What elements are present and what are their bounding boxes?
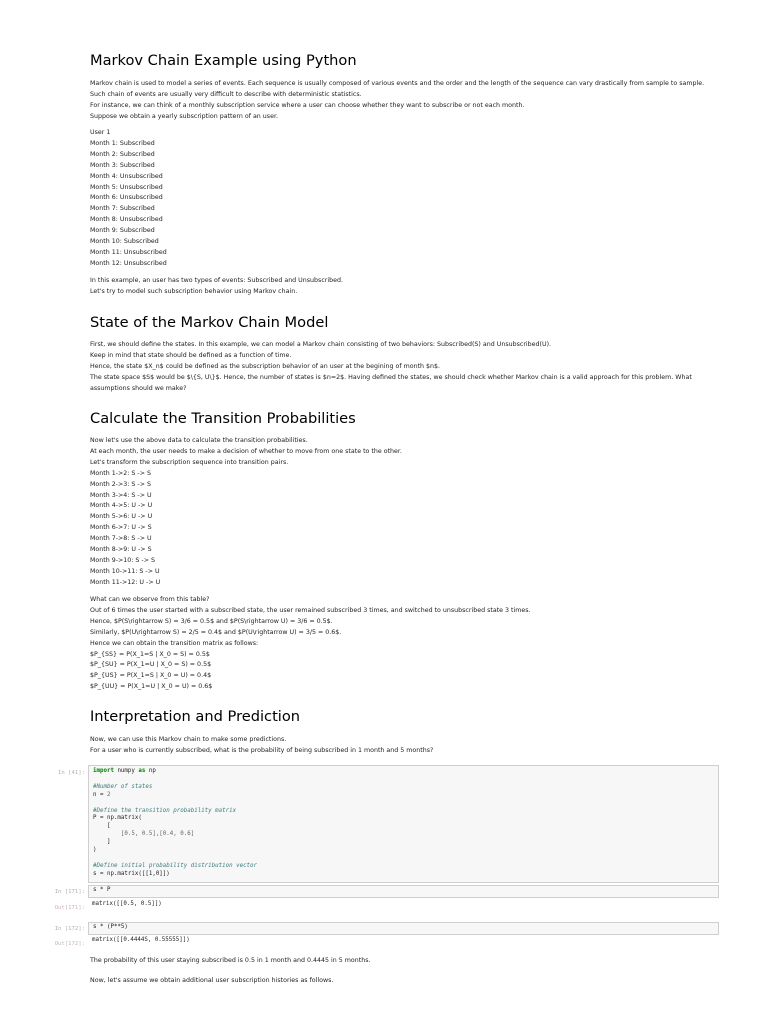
list-item: Month 3: Subscribed	[90, 161, 155, 169]
paragraph-line: Let's transform the subscription sequence into transition pairs.	[90, 458, 289, 466]
transition-pair: Month 5->6: U -> U	[90, 513, 153, 521]
user-pattern-list	[90, 128, 730, 270]
transition-pair: Month 11->12: U -> U	[90, 578, 161, 586]
matrix-entry: $P_{UU} = P(X_1=U | X_0 = U) = 0.6$	[90, 683, 213, 691]
input-prompt: In [41]:	[58, 770, 85, 776]
list-item: Month 9: Subscribed	[90, 227, 155, 235]
paragraph-line: At each month, the user needs to make a decision of whether to move from one state to the other.	[90, 447, 402, 455]
note-line: Let's try to model such subscription behavior using Markov chain.	[90, 287, 298, 295]
example-note	[90, 276, 730, 298]
output-prompt: Out[172]:	[54, 941, 85, 947]
transition-pair: Month 7->8: S -> U	[90, 535, 152, 543]
cell-output: matrix([[0.5, 0.5]])	[92, 901, 162, 907]
paragraph-line: Similarly, $P(U\rightarrow S) = 2/5 = 0.4$ and $P(U\rightarrow U) = 3/5 = 0.6$.	[90, 628, 342, 636]
intro-block	[90, 79, 730, 123]
section-heading: Calculate the Transition Probabilities	[90, 410, 356, 427]
paragraph-line: The probability of this user staying subscribed is 0.5 in 1 month and 0.4445 in 5 months.	[90, 957, 371, 964]
paragraph-line: Now, let's assume we obtain additional user subscription histories as follows.	[90, 977, 334, 984]
list-item: Month 7: Subscribed	[90, 205, 155, 213]
paragraph-line: Now, we can use this Markov chain to make some predictions.	[90, 736, 287, 743]
list-item: Month 2: Subscribed	[90, 150, 155, 158]
section-transition-body	[90, 436, 730, 589]
transition-pair: Month 1->2: S -> S	[90, 469, 151, 477]
output-prompt: Out[171]:	[54, 905, 85, 911]
code-token: import	[93, 768, 114, 774]
list-item: Month 6: Unsubscribed	[90, 194, 163, 202]
list-item: Month 10: Subscribed	[90, 238, 159, 246]
matrix-entry: $P_{US} = P(X_1=S | X_0 = U) = 0.4$	[90, 672, 212, 680]
code-token: ]	[93, 839, 111, 846]
code-cell-3[interactable]	[88, 922, 719, 935]
transition-pair: Month 10->11: S -> U	[90, 567, 160, 575]
code-cell-2[interactable]	[88, 885, 719, 898]
code-token: np	[145, 768, 156, 774]
code-editor[interactable]: s * (P**5)	[93, 924, 128, 930]
code-token: s = np.matrix([[1,0]])	[93, 870, 170, 877]
next-block	[90, 976, 730, 987]
paragraph-line: Out of 6 times the user started with a subscribed state, the user remained subscribed 3 times, and switched to unsubscribed state 3 times.	[90, 606, 531, 614]
result-block	[90, 956, 730, 967]
section-interp-body	[90, 735, 730, 757]
matrix-entry: $P_{SS} = P(X_1=S | X_0 = S) = 0.5$	[90, 650, 210, 658]
list-item: Month 5: Unsubscribed	[90, 183, 163, 191]
paragraph-line: Now let's use the above data to calculate the transition probabilities.	[90, 437, 308, 444]
code-number: [0.5, 0.5],[0.4, 0.6]	[93, 831, 195, 838]
transition-pair: Month 6->7: U -> S	[90, 524, 152, 532]
section-transition	[90, 410, 730, 428]
paragraph-line: Keep in mind that state should be defined as a function of time.	[90, 351, 292, 359]
section-heading: Interpretation and Prediction	[90, 708, 301, 725]
code-token: )	[93, 847, 97, 854]
matrix-entry: $P_{SU} = P(X_1=U | X_0 = S) = 0.5$	[90, 661, 212, 669]
intro-line: Suppose we obtain a yearly subscription pattern of an user.	[90, 112, 278, 120]
paragraph-line: Hence, $P(S\rightarrow S) = 3/6 = 0.5$ and $P(S\rightarrow U) = 3/6 = 0.5$.	[90, 617, 333, 625]
paragraph-line: Hence, the state $X_n$ could be defined as the subscription behavior of an user at the begining of month $n$.	[90, 362, 441, 370]
code-number: 2	[106, 791, 111, 798]
input-prompt: In [172]:	[54, 926, 85, 932]
paragraph-line: assumptions should we make?	[90, 384, 187, 392]
code-token: numpy	[113, 768, 139, 774]
section-state	[90, 314, 730, 332]
title-block	[90, 52, 730, 70]
transition-pair: Month 8->9: U -> S	[90, 546, 152, 554]
section-interp	[90, 708, 730, 726]
intro-line: Markov chain is used to model a series of events. Each sequence is usually composed of various events and the order and the length of the sequence can vary drastically from sample to sample.	[90, 80, 705, 87]
code-cell-1[interactable]	[88, 765, 719, 883]
code-comment: #Define the transition probability matrix	[93, 807, 237, 814]
section-state-body	[90, 340, 730, 395]
code-token: [	[93, 823, 111, 830]
transition-pair: Month 3->4: S -> U	[90, 491, 152, 499]
note-line: In this example, an user has two types of events: Subscribed and Unsubscribed.	[90, 277, 344, 284]
intro-line: Such chain of events are usually very difficult to describe with deterministic statistics.	[90, 90, 362, 98]
intro-line: For instance, we can think of a monthly subscription service where a user can choose whether they want to subscribe or not each month.	[90, 101, 525, 109]
list-item: Month 12: Unsubscribed	[90, 259, 167, 267]
list-item: Month 8: Unsubscribed	[90, 216, 163, 224]
code-comment: #Define initial probability distribution vector	[93, 862, 258, 869]
list-item: Month 11: Unsubscribed	[90, 248, 167, 256]
code-editor[interactable]: s * P	[93, 887, 111, 893]
input-prompt: In [171]:	[54, 889, 85, 895]
paragraph-line: First, we should define the states. In this example, we can model a Markov chain consisting of two behaviors: Subscribed(S) and Unsubscribed(U).	[90, 341, 552, 348]
list-item: Month 4: Unsubscribed	[90, 172, 163, 180]
code-editor[interactable]	[89, 766, 718, 881]
transition-pair: Month 2->3: S -> S	[90, 480, 151, 488]
transition-pair: Month 9->10: S -> S	[90, 556, 155, 564]
section-transition-observations	[90, 595, 730, 693]
code-token: as	[138, 768, 146, 774]
paragraph-line: What can we observe from this table?	[90, 596, 210, 603]
list-item: Month 1: Subscribed	[90, 139, 155, 147]
paragraph-line: The state space $S$ would be $\{S, U\}$. Hence, the number of states is $n=2$. Having defined the states, we should check whether Markov chain is a valid approach for this problem. What	[90, 373, 692, 381]
cell-output: matrix([[0.4444S, 0.55555]])	[92, 937, 190, 943]
code-token: P = np.matrix(	[93, 815, 142, 822]
page-title: Markov Chain Example using Python	[90, 52, 357, 69]
paragraph-line: For a user who is currently subscribed, what is the probability of being subscribed in 1 month and 5 months?	[90, 746, 434, 754]
list-item: User 1	[90, 129, 111, 136]
transition-pair: Month 4->5: U -> U	[90, 502, 153, 510]
code-comment: #Number of states	[93, 783, 153, 790]
code-token: n =	[93, 791, 107, 798]
paragraph-line: Hence we can obtain the transition matrix as follows:	[90, 639, 259, 647]
section-heading: State of the Markov Chain Model	[90, 314, 329, 331]
